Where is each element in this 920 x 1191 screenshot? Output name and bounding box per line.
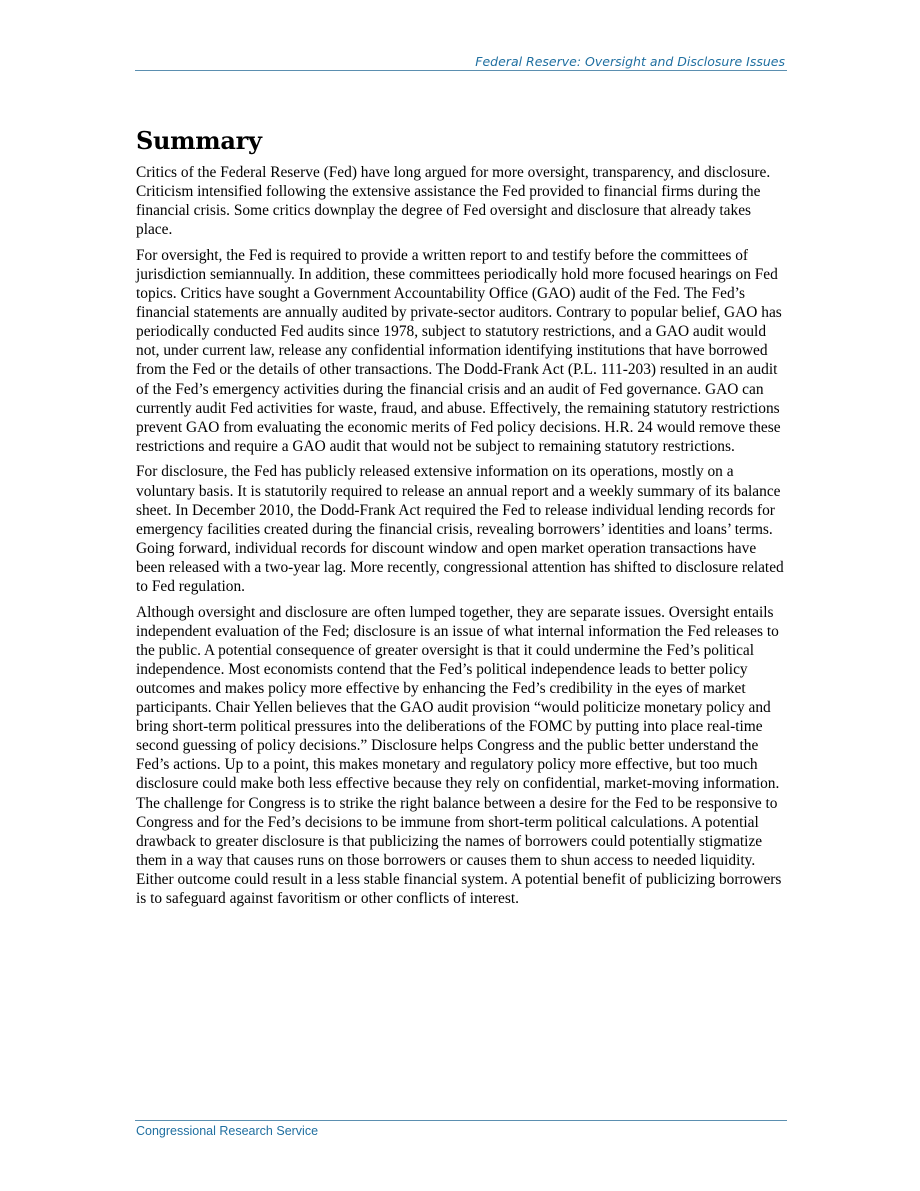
paragraph-2: For oversight, the Fed is required to provide a written report to and testify before the committees of jurisdiction semiannually. In addition, these committees periodically hold more focused hearings on Fed topics. Critics have sought a Government Accountability Office (GAO) audit of the Fed. The Fed’s financial statements are annually audited by private-sector auditors. Contrary to popular belief, GAO has periodically conducted Fed audits since 1978, subject to statutory restrictions, and a GAO audit would not, under current law, release any confidential information identifying institutions that have borrowed from the Fed or the details of other transactions. The Dodd-Frank Act (P.L. 111-203) resulted in an audit of the Fed’s emergency activities during the financial crisis and an audit of Fed governance. GAO can currently audit Fed activities for waste, fraud, and abuse. Effectively, the remaining statutory restrictions prevent GAO from evaluating the economic merits of Fed policy decisions. H.R. 24 would remove these restrictions and require a GAO audit that would not be subject to remaining statutory restrictions. [136,246,782,455]
paragraph-1: Critics of the Federal Reserve (Fed) have long argued for more oversight, transparency, and disclosure. Criticism intensified following the extensive assistance the Fed provided to financial firms during the financial crisis. Some critics downplay the degree of Fed oversight and disclosure that already takes place. [136,164,771,239]
paragraph-4: Although oversight and disclosure are often lumped together, they are separate issues. Oversight entails independent evaluation of the Fed; disclosure is an issue of what internal information the Fed releases to the public. A potential consequence of greater oversight is that it could undermine the Fed’s political independence. Most economists contend that the Fed’s political independence leads to better policy outcomes and makes policy more effective by enhancing the Fed’s credibility in the eyes of market participants. Chair Yellen believes that the GAO audit provision “would politicize monetary policy and bring short-term political pressures into the deliberations of the FOMC by putting into place real-time second guessing of policy decisions.” Disclosure helps Congress and the public better understand the Fed’s actions. Up to a point, this makes monetary and regulatory policy more effective, but too much disclosure could make both less effective because they rely on confidential, market-moving information. The challenge for Congress is to strike the right balance between a desire for the Fed to be responsive to Congress and for the Fed’s decisions to be immune from short-term political calculations. A potential drawback to greater disclosure is that publicizing the names of borrowers could potentially stigmatize them in a way that causes runs on those borrowers or causes them to shun access to needed liquidity. Either outcome could result in a less stable financial system. A potential benefit of publicizing borrowers is to safeguard against favoritism or other conflicts of interest. [136,603,782,907]
page-footer [135,1120,787,1138]
running-title: Federal Reserve: Oversight and Disclosure Issues [475,54,785,69]
paragraph-3: For disclosure, the Fed has publicly released extensive information on its operations, mostly on a voluntary basis. It is statutorily required to release an annual report and a weekly summary of its balance sheet. In December 2010, the Dodd-Frank Act required the Fed to release individual lending records for emergency facilities created during the financial crisis, revealing borrowers’ identities and loans’ terms. Going forward, individual records for discount window and open market operation transactions have been released with a two-year lag. More recently, congressional attention has shifted to disclosure related to Fed regulation. [136,463,784,595]
section-title: Summary [136,126,262,155]
page-content [136,122,784,915]
footer-publisher: Congressional Research Service [136,1124,319,1138]
running-header [135,54,787,71]
